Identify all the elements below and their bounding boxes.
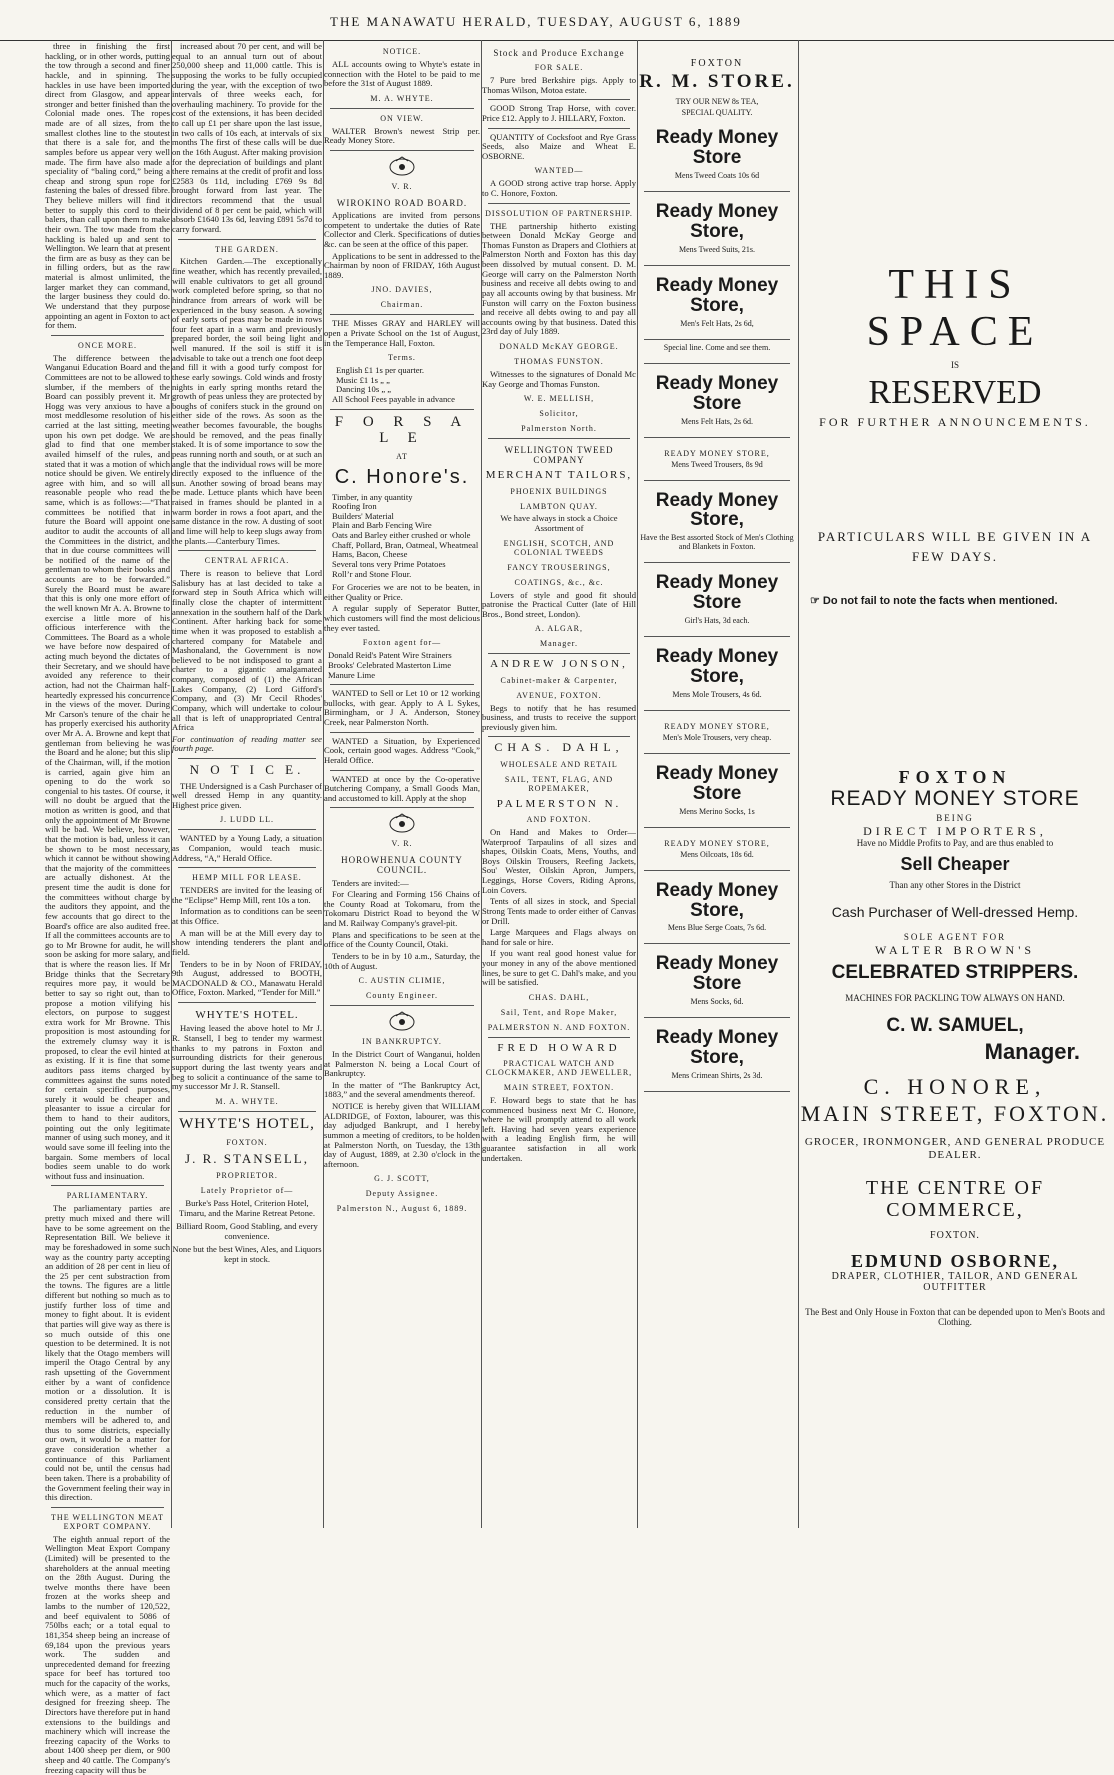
ready-money-ad-title: Ready Money Store, <box>655 489 779 531</box>
royal-crest-icon <box>382 812 422 834</box>
horowhenua-body-4: Tenders to be in by 10 a.m., Saturday, the 10th of August. <box>324 950 480 971</box>
celebrated-strippers: CELEBRATED STRIPPERS. <box>831 961 1079 983</box>
particulars-line: PARTICULARS WILL BE GIVEN IN A <box>817 528 1093 544</box>
at-label: AT <box>396 452 408 462</box>
ready-money-ad-title: Ready Money Store <box>655 372 779 414</box>
tweeds-line: ENGLISH, SCOTCH, AND COLONIAL TWEEDS <box>503 538 615 557</box>
dissolution-signature-2: THOMAS FUNSTON. <box>514 357 604 367</box>
royal-crest-icon <box>382 155 422 177</box>
dahl-trade-2: SAIL, TENT, FLAG, AND ROPEMAKER, <box>504 774 614 793</box>
few-days-line: FEW DAYS. <box>912 549 998 565</box>
dahl-heading: CHAS. DAHL, <box>494 740 624 755</box>
ready-money-ad-title: READY MONEY STORE, <box>664 721 770 731</box>
bankruptcy-date: Palmerston N., August 6, 1889. <box>336 1204 468 1214</box>
vr-mark-2: V. R. <box>391 839 413 849</box>
fee-english: English £1 1s per quarter. <box>336 365 425 376</box>
billiard-line: Billiard Room, Good Stabling, and every convenience. <box>176 1221 318 1241</box>
howard-body: F. Howard begs to state that he has commenced business next Mr C. Honore, where he will promptly attend to all work left. Having had seven years experience with a leading English firm, he will guarantee satisfaction in all work undertaken. <box>482 1094 636 1163</box>
liquors-line: None but the best Wines, Ales, and Liquors kept in stock. <box>172 1244 322 1265</box>
ready-money-ad <box>638 647 796 711</box>
ready-money-ad-sub: Mens Merino Socks, 1s <box>679 806 755 816</box>
dahl-town: PALMERSTON N. <box>496 797 622 810</box>
stansell-name: J. R. STANSELL, <box>185 1150 309 1166</box>
for-sale-label: FOR SALE. <box>534 63 584 73</box>
sole-agent: SOLE AGENT FOR <box>903 932 1007 943</box>
flax-article: three in finishing the first hackling, or in other words, putting the tow through a second and finer hackle, and in spinning. The hackles in use have been imported direct from Glasgow, and appear stronger and better finished than the Colonial made ones. The ropes made are of all sizes, from the smallest clothes line to the stoutest that there is a sale for, and the samples before us appear very well made. The firm have also made a speciality of “baling cord,” being a cheap and strong spun rope for fastening the bales of dressed fibre. They believe millers will find it better to supply this cord to their balers, than call upon them to make their own. The tow made from the hackling is baled up and sent to Wellington. We learn that at present the firm are as busy as they can be in filling orders, but as the raw material is almost unlimited, the larger market they can command, the larger business they could do. We understand that they purpose appointing an agent in Foxton to act for them. <box>45 41 170 331</box>
foxton-label: FOXTON <box>690 58 744 69</box>
wanted-sell-ad: WANTED to Sell or Let 10 or 12 working bullocks, with gear. Apply to A L Sykes, Birmingham, or J A. Anderson, Stoney Creek, near Palmerston North. <box>324 688 480 728</box>
jonson-address: AVENUE, FOXTON. <box>516 690 602 700</box>
dissolution-signature: DONALD McKAY GEORGE. <box>499 342 619 352</box>
ready-money-ad-sub: Men's Felt Hats, 2s 6d, <box>680 318 754 328</box>
whytes-hotel-heading: WHYTE'S HOTEL. <box>195 1009 299 1022</box>
hemp-mill-body-4: Tenders to be in by Noon of FRIDAY, 9th August, addressed to BOOTH, MACDONALD & CO., Manawatu Herald Office, Foxton. Marked, “Tender for Mill.” <box>172 958 322 998</box>
fees-advance: All School Fees payable in advance <box>332 394 455 404</box>
whytes-hotel-body: Having leased the above hotel to Mr J. R. Stansell, I beg to tender my warmest thanks to my patrons in Foxton and surrounding districts for their generous support during the last twenty years and beg to solicit a continuance of the same to my successor Mr J. R. Stansell. <box>172 1023 322 1092</box>
ready-money-ad-title: Ready Money Store, <box>655 201 779 243</box>
cocksfoot-ad: QUANTITY of Cocksfoot and Rye Grass Seeds, also Maize and Wheat E. OSBORNE. <box>482 131 636 161</box>
centre-of-commerce: THE CENTRE OF COMMERCE, <box>865 1176 1045 1222</box>
dahl-signature: CHAS. DAHL, <box>528 992 590 1002</box>
ready-money-ad-sub: Mens Tweed Coats 10s 6d <box>674 171 760 181</box>
ready-money-ad <box>638 450 796 481</box>
agent-items: Donald Reid's Patent Wire Strainers Brooks' Celebrated Masterton Lime Manure Lime <box>328 650 452 680</box>
dissolution-heading: DISSOLUTION OF PARTNERSHIP. <box>485 208 633 218</box>
facts-note: ☞ Do not fail to note the facts when mentioned. <box>810 594 1058 607</box>
dahl-body: On Hand and Makes to Order—Waterproof Tarpaulins of all sizes and shapes, Oilskin Coats, Mens, Youths, and Boys Oilskin Trousers, Reefing Jackets, Sou' Wester, Oilskin Apron, Jumpers, Leggings, Horse Covers, Riding Aprons, Loin Covers. <box>482 826 636 895</box>
wirokino-heading: WIROKINO ROAD BOARD. <box>336 197 468 208</box>
algar-manager: Manager. <box>540 639 578 649</box>
bankruptcy-signature-2: Deputy Assignee. <box>365 1189 439 1199</box>
notice-heading-2: NOTICE. <box>382 47 422 56</box>
foxton-heading: FOXTON <box>898 767 1012 788</box>
lately-body: Burke's Pass Hotel, Criterion Hotel, Timaru, and the Marine Retreat Petone. <box>179 1197 315 1218</box>
notice-body-2: ALL accounts owing to Whyte's estate in connection with the Hotel to be paid to me before the 31st of August 1889. <box>324 58 480 89</box>
jonson-body: Begs to notify that he has resumed business, and trusts to receive the support previously given him. <box>482 702 636 732</box>
meat-export-continued: increased about 70 per cent, and will be equal to an annual turn out of about 250,000 sheep and 11,000 cattle. This is supposing the works to be fully occupied during the year, with the exception of two intervals of three weeks each, for overhauling machinery. To provide for the cost of the extensions, it has been decided to call up £1 per share upon the last issue, in two calls of 10s each, at intervals of six months The first of these calls will be due on the 16th August. After making provision for the depreciation of buildings and plant there remains at the credit of profit and loss £2583 0s 11d, including £769 9s 8d brought forward from last year. The directors recommend that the usual dividend of 8 per cent be paid, which will absorb £1640 13s 6d, leaving £891 5s7d to carry forward. <box>172 41 322 234</box>
whytes-hotel-signature: M. A. WHYTE. <box>215 1096 279 1106</box>
ready-money-ad <box>638 840 796 871</box>
trouserings-line: FANCY TROUSERINGS, <box>507 562 611 572</box>
horowhenua-signature-2: County Engineer. <box>366 991 438 1001</box>
ready-money-store-heading: READY MONEY STORE <box>830 787 1080 811</box>
walter-brown-ad: WALTER Brown's newest Strip per. Ready Money Store. <box>324 125 480 146</box>
fee-dancing: Dancing 10s „ „ <box>336 384 392 395</box>
ready-money-ad-sub: Mens Crimean Shirts, 2s 3d. <box>671 1071 763 1081</box>
column-1 <box>45 41 170 1775</box>
wirokino-signature: JNO. DAVIES, <box>371 285 433 295</box>
groceries-line: For Groceries we are not to be beaten, in either Quality or Price. <box>324 582 480 602</box>
bankruptcy-body-2: In the matter of “The Bankruptcy Act, 1883,” and the several amendments thereof. <box>324 1079 480 1100</box>
than-any: Than any other Stores in the District <box>889 880 1021 891</box>
notice-heading: N O T I C E. <box>189 762 305 778</box>
column-2 <box>172 42 322 1528</box>
ready-money-ad-title: Ready Money Store <box>655 127 779 169</box>
ready-money-ad-sub: Mens Oilcoats, 18s 6d. <box>680 849 754 859</box>
fee-music: Music £1 1s „ „ <box>336 374 390 385</box>
further-announcements: FOR FURTHER ANNOUNCEMENTS. <box>819 415 1091 430</box>
solicitor-label: Solicitor, <box>539 409 579 419</box>
for-sale-heading: F O R S A L E <box>334 413 470 447</box>
heading-once-more: ONCE MORE. <box>78 340 137 350</box>
dahl-body-3: Large Marquees and Flags always on hand for sale or hire. <box>482 927 636 947</box>
ready-money-ad-sub: Men's Mole Trousers, very cheap. <box>662 732 772 742</box>
ready-money-ad-sub: Mens Felt Hats, 2s 6d. <box>681 416 753 426</box>
ready-money-ad-sub: Special line. Come and see them. <box>663 342 771 352</box>
howard-trade: PRACTICAL WATCH AND CLOCKMAKER, AND JEWELLER, <box>485 1059 633 1078</box>
special-quality: SPECIAL QUALITY. <box>681 108 753 118</box>
foxton-label-2: FOXTON. <box>930 1229 980 1241</box>
reserved-heading: RESERVED <box>868 374 1042 412</box>
column-4 <box>482 42 636 1528</box>
stock-exchange-heading: Stock and Produce Exchange <box>493 48 625 58</box>
machines-line: MACHINES FOR PACKLING TOW ALWAYS ON HAND. <box>845 993 1065 1004</box>
once-more-article: The difference between the Wanganui Education Board and the Committees are not to be allowed to slumber, if the members of the Board can possibly prevent it. Mr Hogg was very anxious to have a most meddlesome resolution of his carried at the last sitting, meeting upon his own pet dodge. We are glad to find that one member availed himself of the rules, and stated that it was a motion of which notice should be given. We entirely agree with him, and so will all reasonable people who read the same, which is as follows:—“That committees be notified that in future the Board will appoint one auditor to audit the accounts of all the Committees in the district, and that in due course committees will be notified of the name of the gentleman to whom their books and accounts are to be forwarded.” Surely the Board must be aware that this is only one more effort of the well known Mr A. A. Browne to exercise a little more of his officious interference with the Committees. The Board as a whole we have before now despaired of acting much beyond the dictates of their Secretary, and we should have avoided any reference to their action, had not the Chairman half-heartedly expressed his concurrence in the views of the mover. During Mr Carson's tenure of the chair he has properly exercised his authority over Mr A. A. Browne and kept that gentleman from believing he was the Board and he alone; but this slip of the Chairman, will, if the motion is carried, again give him an opening to do the work so congenial to his tastes. Of course, it will no doubt be argued that the motion as written is good, and that only the appointment of Mr Browne will be bad. We believe, however, that the motion is bad, unless it can be shown to be most necessary, which it cannot be without showing that the majority of the committees are actually dishonest. At the present time the audit is done for the committees without charge by the auditors they appoint, and the few accounts that go direct to the Board's office are also audited free. If all the committees accounts are to go to Mr Browne for audit, he will soon be asking for more salary, and that is where the reason lies. If Mr Bridge thinks that the Secretary requires more pay, it would be better to say so right out, than to propose a motion vilifying his electors, on purpose to suggest extra work for Mr Browne. This proposition is most astounding for the extremely clumsy way it is proposed, to clear the evil hinted at as existing. If it is fine that some auditors pass items charged by committees against the sums noted for certain specified purposes, surely it would be cheaper and pleasanter to issue a circular for them to hand to their auditors, pointing out the only legitimate manner of using such money, and it would save some ill feeling into the bargain. Some members of local bodies seem unable to do work without fuss and insinuation. <box>45 352 170 1181</box>
algar-name: A. ALGAR, <box>535 624 583 634</box>
continuation-note: For continuation of reading matter see fourth page. <box>172 733 322 754</box>
column-3 <box>324 42 480 1528</box>
goods-list: Timber, in any quantity Roofing Iron Builders' Material Plain and Barb Fencing Wire Oats and Barley either crushed or whole Chaff, Pollard, Bran, Oatmeal, Wheatmeal Hams, Bacon, Cheese Several tons very Prime Potatoes Roll’r and Stone Flour. <box>332 491 479 579</box>
hemp-mill-heading: HEMP MILL FOR LEASE. <box>192 873 302 883</box>
horowhenua-signature: C. AUSTIN CLIMIE, <box>358 976 446 986</box>
ready-money-ad <box>638 723 796 754</box>
ready-money-ads <box>638 128 796 1092</box>
merchant-tailors: MERCHANT TAILORS, <box>485 469 633 482</box>
best-house-line: The Best and Only House in Foxton that can be depended upon to Men's Boots and Clothing. <box>805 1307 1105 1328</box>
heading-garden: THE GARDEN. <box>215 244 279 254</box>
dahl-signature-3: PALMERSTON N. AND FOXTON. <box>487 1022 631 1032</box>
ready-money-ad <box>638 573 796 637</box>
ready-money-ad-title: Ready Money Store, <box>655 1027 779 1069</box>
heading-central-africa: CENTRAL AFRICA. <box>204 556 290 566</box>
dahl-signature-2: Sail, Tent, and Rope Maker, <box>500 1007 618 1017</box>
garden-article: Kitchen Garden.—The exceptionally fine weather, which has recently prevailed, will enable cultivators to get all ground work completed before spring, so that no hindrance from arrears of work will be experienced in the busy season. A sowing of early sorts of peas may be made in rows four feet apart in a warm and previously prepared border, the soil being light and well manured. If the soil is stiff it is advisable to take out a trench one foot deep and fill it with a good turfy compost for these early sowings. Cold winds and frosty nights in early spring months retard the growth of peas unless they are protected by boughs of conifers stuck in the ground on either side of the rows. As soon as the weather becomes favourable, the boughs should be removed, and the peas finally staked. It is of some importance to sow the peas running north and south, or at such an angle that the individual rows will be more directly exposed to the influence of the sun. Another sowing of broad beans may be made. Lettuce plants which have been raised in frames should be planted in a warm border in rows a foot apart, and the same distance in the row. A dusting of soot and lime will help to keep slugs away from the plants.—Canterbury Times. <box>172 256 322 546</box>
heading-parliamentary: PARLIAMENTARY. <box>66 1191 149 1201</box>
tea-line: TRY OUR NEW 8s TEA, <box>675 97 759 107</box>
direct-importers: DIRECT IMPORTERS, <box>863 823 1047 838</box>
fees-list <box>324 366 480 395</box>
ready-money-ad-sub: Mens Socks, 6d. <box>690 997 744 1007</box>
ready-money-ad <box>638 954 796 1018</box>
ready-money-ad-title: Ready Money Store, <box>655 879 779 921</box>
meat-export-article: The eighth annual report of the Wellington Meat Export Company (Limited) will be presented to the shareholders at the annual meeting on the 28th August. During the twelve months there have been frozen at the works sheep and lambs to the number of 120,522, and beef equivalent to 5086 of 750lbs each; or a total equal to 181,354 sheep being an increase of 69,184 upon the previous years work. The sudden and unprecedented demand for freezing space for beef has tortured too much for the capacity of the works, which were, as a matter of fact designed for freezing sheep. The Directors have therefore put in hand extensions to the buildings and machinery which will increase the freezing capacity of the Works to about 1400 sheep per diem, or 900 sheep and 40 cattle. The Company's freezing capacity will thus be <box>45 1533 170 1775</box>
ready-money-ad <box>638 491 796 564</box>
samuel-manager: Manager. <box>984 1039 1080 1065</box>
parliamentary-article: The parliamentary parties are pretty much mixed and there will have to be some agreement on the Representation Bill. We believe it may be foreshadowed in some such way as the country party accepting an addition of 28 per cent in lieu of the 25 per cent substraction from the towns. The figures are a little different but nothing so much as to justify further loss of time and money to fight about. It is evident that parties will give way as there is so much outside of this one question to be determined. It is not likely that the Otago members will imperil the Otago Central by any rash upsetting of the Government either by a want of confidence motion or a dissolution. It is considered pretty certain that the reduction in the number of members will be adhered to, and thus to some districts, especially our own, it would be a matter for grave consideration whether a continuance of this Parliament could not be, until the census had been taken. There is a probability of the Government feeling their way in this direction. <box>45 1203 170 1503</box>
phoenix-buildings: PHOENIX BUILDINGS <box>510 486 608 496</box>
wirokino-body-2: Applications to be sent in addressed to the Chairman by noon of FRIDAY, 16th August 1889. <box>324 250 480 280</box>
ready-money-ad <box>638 128 796 192</box>
being-label: BEING <box>936 812 974 823</box>
ready-money-ad <box>638 276 796 340</box>
bankruptcy-body: In the District Court of Wanganui, holden at Palmerston N. being a Local Court of Bankruptcy. <box>324 1048 480 1079</box>
coatings-line: COATINGS, &c., &c. <box>514 577 604 587</box>
wanted-coop-ad: WANTED at once by the Co-operative Butchering Company, a Small Goods Man, and accustomed to kill. Apply at the shop <box>324 773 480 803</box>
hemp-mill-body-3: A man will be at the Mill every day to show intending tenderers the plant and field. <box>172 927 322 957</box>
witnesses-line: Witnesses to the signatures of Donald Mc Kay George and Thomas Funston. <box>482 368 636 389</box>
butter-line: A regular supply of Seperator Butter, which customers will find the most delicious they ever tasted. <box>324 603 480 633</box>
ready-money-ad <box>638 344 796 364</box>
lambton-quay: LAMBTON QUAY. <box>520 501 598 511</box>
ready-money-ad-title: Ready Money Store <box>655 572 779 614</box>
ready-money-ad-title: Ready Money Store <box>655 762 779 804</box>
bankruptcy-heading: IN BANKRUPTCY. <box>362 1037 442 1047</box>
ready-money-ad-title: READY MONEY STORE, <box>664 838 770 848</box>
ready-money-ad <box>638 881 796 945</box>
heading-meat-export: THE WELLINGTON MEAT EXPORT COMPANY. <box>51 1512 164 1531</box>
ready-money-ad <box>638 1028 796 1092</box>
solicitor-town: Palmerston North. <box>521 424 597 434</box>
wanted-horse-ad: A GOOD strong active trap horse. Apply to C. Honore, Foxton. <box>482 178 636 198</box>
ready-money-ad-sub: Mens Blue Serge Coats, 7s 6d. <box>667 923 767 933</box>
wanted-situation-ad: WANTED a Situation, by Experienced Cook, certain good wages. Address “Cook,” Herald Office. <box>324 735 480 765</box>
dahl-trade: WHOLESALE AND RETAIL <box>500 759 618 769</box>
masthead <box>0 0 1114 41</box>
on-view-heading: ON VIEW. <box>380 113 424 123</box>
notice-body: THE Undersigned is a Cash Purchaser of well dressed Hemp in any quantity. Highest price given. <box>172 780 322 810</box>
ready-money-ad-title: Ready Money Store, <box>655 646 779 688</box>
ready-money-ad <box>638 764 796 828</box>
lately-label: Lately Proprietor of— <box>200 1186 294 1195</box>
tweed-company-heading: WELLINGTON TWEED COMPANY <box>504 445 614 466</box>
agent-label: Foxton agent for— <box>362 638 442 648</box>
ready-money-ad <box>638 374 796 438</box>
jonson-trade: Cabinet-maker & Carpenter, <box>500 675 618 685</box>
column-5 <box>638 42 796 1528</box>
ready-money-ad-sub: Have the Best assorted Stock of Men's Clothing and Blankets in Foxton. <box>640 533 794 552</box>
school-ad: THE Misses GRAY and HARLEY will open a Private School on the 1st of August, in the Temperance Hall, Foxton. <box>324 318 480 348</box>
grocer-line: GROCER, IRONMONGER, AND GENERAL PRODUCE DEALER. <box>804 1136 1106 1161</box>
dahl-body-4: If you want real good honest value for your money in any of the above mentioned lines, be sure to get C. Dahl's make, and you will be satisfied. <box>482 948 636 988</box>
main-street: MAIN STREET, FOXTON. <box>800 1100 1110 1126</box>
wirokino-body: Applications are invited from persons competent to undertake the duties of Rate Collector and Clerk. Specifications of duties &c. can be seen at the office of this paper. <box>324 210 480 249</box>
proprietor-label: PROPRIETOR. <box>216 1171 278 1181</box>
howard-address: MAIN STREET, FOXTON. <box>503 1083 615 1093</box>
walter-browns: WALTER BROWN'S <box>874 943 1036 958</box>
terms-label: Terms. <box>388 353 416 363</box>
newspaper-title: THE MANAWATU HERALD, TUESDAY, AUGUST 6, 1889 <box>330 14 742 29</box>
whytes-hotel-town: FOXTON. <box>226 1137 268 1147</box>
whytes-hotel-title: WHYTE'S HOTEL, <box>179 1115 315 1132</box>
hemp-mill-body-2: Information as to conditions can be seen at this Office. <box>172 906 322 927</box>
is-label: IS <box>950 360 959 371</box>
cash-purchaser: Cash Purchaser of Well-dressed Hemp. <box>831 903 1079 920</box>
hemp-mill-body: TENDERS are invited for the leasing of the “Eclipse” Hemp Mill, rent 10s a ton. <box>172 885 322 905</box>
middle-profits: Have no Middle Profits to Pay, and are thus enabled to <box>856 838 1054 849</box>
mellish-name: W. E. MELLISH, <box>523 394 595 404</box>
horse-ad: GOOD Strong Trap Horse, with cover. Price £12. Apply to J. HILLARY, Foxton. <box>482 103 636 123</box>
draper-line: DRAPER, CLOTHIER, TAILOR, AND GENERAL OUTFITTER <box>831 1270 1079 1294</box>
horowhenua-heading: HOROWHENUA COUNTY COUNCIL. <box>341 855 463 876</box>
wirokino-signature-2: Chairman. <box>380 300 424 310</box>
royal-crest-icon <box>382 1010 422 1032</box>
ready-money-ad-sub: Mens Mole Trousers, 4s 6d. <box>672 690 762 700</box>
wanted-lady-ad: WANTED by a Young Lady, a situation as Companion, would teach music. Address, “A,” Herald Office. <box>172 833 322 863</box>
horowhenua-body-3: Plans and specifications to be seen at the office of the County Council, Otaki. <box>324 929 480 950</box>
dissolution-body: THE partnership hitherto existing between Donald McKay George and Thomas Funston as Drapers and Clothiers at Palmerston North and Foxton has this day been dissolved by mutual consent. D. M. George will carry on the Palmerston North business and receive all debts owing to and pay all accounts owing by that business. Mr Funston will carry on the Foxton business and receive all debts owing to and pay all accounts owing by that business. Dated this 23rd day of July 1889. <box>482 220 636 337</box>
ready-money-ad-sub: Mens Tweed Trousers, 8s 9d <box>671 459 763 469</box>
horowhenua-body: Tenders are invited:— <box>332 877 409 888</box>
samuel-name: C. W. SAMUEL, <box>886 1015 1024 1037</box>
sell-cheaper: Sell Cheaper <box>900 854 1010 875</box>
ready-money-ad-title: Ready Money Store <box>655 953 779 995</box>
jonson-heading: ANDREW JONSON, <box>490 658 628 671</box>
dahl-body-2: Tents of all sizes in stock, and Special Strong Tents made to order either of Canvas or Drill. <box>482 896 636 926</box>
ready-money-ad-title: Ready Money Store, <box>655 275 779 316</box>
vr-mark: V. R. <box>391 181 413 191</box>
stock-text: We have always in stock a Choice Assortment of <box>500 513 618 534</box>
lovers-line: Lovers of style and good fit should patronise the Practical Cutter (late of Hill Bros., Bond street, London). <box>482 589 636 619</box>
bankruptcy-body-3: NOTICE is hereby given that WILLIAM ALDRIDGE, of Foxton, labourer, was this day adjudged Bankrupt, and I hereby summon a meeting of creditors, to be holden at Palmerston North, on Tuesday, the 13th day of August, 1889, at 2.30 o'clock in the afternoon. <box>324 1101 480 1169</box>
ready-money-ad-title: READY MONEY STORE, <box>664 448 770 458</box>
honore-heading-2: C. HONORE, <box>863 1073 1047 1099</box>
column-6 <box>800 42 1110 1528</box>
notice-signature: J. LUDD LL. <box>219 815 275 825</box>
pigs-ad: 7 Pure bred Berkshire pigs. Apply to Thomas Wilson, Motoa estate. <box>482 75 636 95</box>
honore-heading: C. Honore's. <box>334 466 470 489</box>
central-africa-article: There is reason to believe that Lord Salisbury has at last decided to take a forward step in South Africa which will finally close the chapter of intermittent annexation in the southern half of the Dark Continent. After harking back for some time when it was proposed to establish a chartered company for Matabele and Mashonaland, the Government is now believed to be not indisposed to grant a charter to a gigantic amalgamated company, composed of (1) the African Lakes Company, (2) Lord Gifford's Company, and (3) Mr Cecil Rhodes' Company, which will undertake to colour all that is left of unappropriated Central Africa <box>172 568 322 733</box>
ready-money-ad <box>638 202 796 266</box>
rm-store-heading: R. M. STORE. <box>639 71 795 93</box>
ready-money-ad-sub: Girl's Hats, 3d each. <box>684 616 750 626</box>
notice-signature-2: M. A. WHYTE. <box>370 93 434 103</box>
howard-heading: FRED HOWARD <box>497 1041 621 1054</box>
osborne-name: EDMUND OSBORNE, <box>850 1250 1059 1271</box>
this-space-heading: THIS SPACE <box>866 262 1044 356</box>
ready-money-ad-sub: Mens Tweed Suits, 21s. <box>679 245 755 255</box>
horowhenua-body-2: For Clearing and Forming 156 Chains of the County Road at Tokomaru, from the Tokomaru District Road to beyond the W and M. Railway Company's gravel-pit. <box>324 889 480 928</box>
bankruptcy-signature: G. J. SCOTT, <box>374 1174 430 1184</box>
dahl-town-2: AND FOXTON. <box>526 815 592 824</box>
wanted-label: WANTED— <box>534 166 584 176</box>
